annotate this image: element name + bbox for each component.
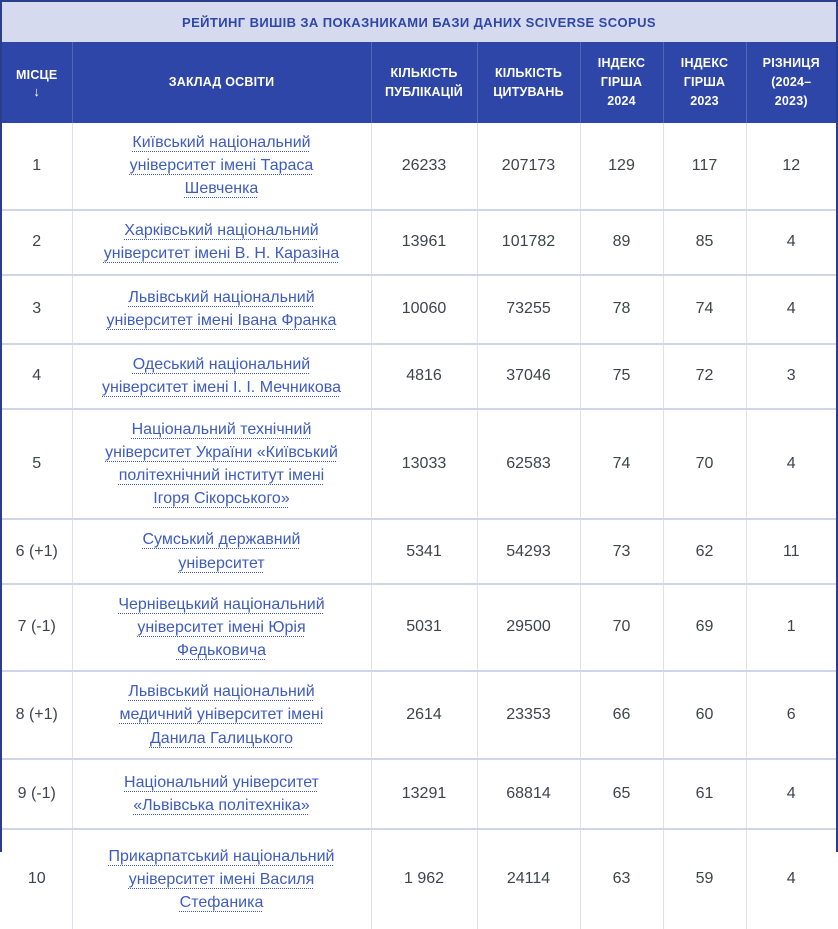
citations-cell: 24114	[477, 829, 580, 929]
publications-cell: 13033	[371, 409, 477, 520]
hindex-2024-cell: 129	[580, 123, 663, 210]
hindex-2024-cell: 75	[580, 344, 663, 409]
rank-cell: 10	[2, 829, 72, 929]
hindex-2024-cell: 73	[580, 519, 663, 583]
citations-cell: 73255	[477, 275, 580, 344]
publications-cell: 1 962	[371, 829, 477, 929]
table-row	[2, 829, 836, 929]
difference-cell: 4	[746, 210, 836, 275]
table-row	[2, 123, 836, 210]
institution-cell	[72, 344, 371, 409]
rank-cell: 2	[2, 210, 72, 275]
hindex-2023-cell: 60	[663, 671, 746, 759]
university-link[interactable]: Національний університет «Львівська політехніка»	[124, 773, 319, 814]
table-row	[2, 671, 836, 759]
difference-cell: 4	[746, 409, 836, 520]
rank-cell: 4	[2, 344, 72, 409]
hindex-2024-cell: 65	[580, 759, 663, 829]
hindex-2023-cell: 74	[663, 275, 746, 344]
table-row	[2, 584, 836, 672]
university-link[interactable]: Одеський національний університет імені І. І. Мечникова	[102, 355, 341, 397]
hindex-2024-cell: 66	[580, 671, 663, 759]
university-link[interactable]: Львівський національний університет імені Івана Франка	[106, 288, 337, 330]
rank-cell: 5	[2, 409, 72, 520]
citations-cell: 62583	[477, 409, 580, 520]
university-link[interactable]: Національний технічний університет України «Київський політехнічний інститут імені Ігоря Сікорського»	[105, 420, 338, 508]
table-row	[2, 210, 836, 275]
university-link[interactable]: Чернівецький національний університет імені Юрія Федьковича	[118, 595, 325, 660]
institution-cell	[72, 275, 371, 344]
institution-cell	[72, 409, 371, 520]
university-link[interactable]: Київський національний університет імені Тараса Шевченка	[129, 134, 314, 198]
hindex-2023-cell: 59	[663, 829, 746, 929]
rank-cell: 6 (+1)	[2, 519, 72, 583]
difference-cell: 6	[746, 671, 836, 759]
university-link[interactable]: Львівський національний медичний університет імені Данила Галицького	[119, 683, 324, 747]
institution-cell	[72, 829, 371, 929]
publications-cell: 5341	[371, 519, 477, 583]
hindex-2023-cell: 69	[663, 584, 746, 672]
difference-cell: 11	[746, 519, 836, 583]
hindex-2024-cell: 63	[580, 829, 663, 929]
hindex-2023-cell: 85	[663, 210, 746, 275]
rank-cell: 7 (-1)	[2, 584, 72, 672]
table-title: РЕЙТИНГ ВИШІВ ЗА ПОКАЗНИКАМИ БАЗИ ДАНИХ SCIVERSE SCOPUS	[2, 2, 836, 42]
publications-cell: 4816	[371, 344, 477, 409]
table-row	[2, 409, 836, 520]
hindex-2023-cell: 70	[663, 409, 746, 520]
citations-cell: 29500	[477, 584, 580, 672]
rank-cell: 8 (+1)	[2, 671, 72, 759]
university-link[interactable]: Харківський національний університет імені В. Н. Каразіна	[103, 221, 340, 263]
difference-cell: 12	[746, 123, 836, 210]
institution-cell	[72, 759, 371, 829]
university-link[interactable]: Прикарпатський національний університет імені Василя Стефаника	[108, 847, 335, 911]
publications-cell: 13961	[371, 210, 477, 275]
col-header-place-label: МІСЦЕ	[16, 67, 58, 82]
col-header-hindex-2024: ІНДЕКС ГІРША 2024	[580, 42, 663, 123]
sort-descending-icon: ↓	[33, 83, 41, 99]
institution-cell	[72, 210, 371, 275]
hindex-2024-cell: 74	[580, 409, 663, 520]
citations-cell: 207173	[477, 123, 580, 210]
hindex-2023-cell: 61	[663, 759, 746, 829]
difference-cell: 4	[746, 759, 836, 829]
ranking-table	[2, 42, 836, 929]
hindex-2024-cell: 78	[580, 275, 663, 344]
citations-cell: 101782	[477, 210, 580, 275]
citations-cell: 37046	[477, 344, 580, 409]
publications-cell: 10060	[371, 275, 477, 344]
col-header-publications: КІЛЬКІСТЬ ПУБЛІКАЦІЙ	[371, 42, 477, 123]
institution-cell	[72, 584, 371, 672]
university-link[interactable]: Сумський державний університет	[142, 531, 301, 572]
difference-cell: 3	[746, 344, 836, 409]
rank-cell: 9 (-1)	[2, 759, 72, 829]
col-header-institution: ЗАКЛАД ОСВІТИ	[72, 42, 371, 123]
rank-cell: 3	[2, 275, 72, 344]
institution-cell	[72, 123, 371, 210]
rank-cell: 1	[2, 123, 72, 210]
citations-cell: 54293	[477, 519, 580, 583]
header-row	[2, 42, 836, 123]
hindex-2023-cell: 117	[663, 123, 746, 210]
publications-cell: 26233	[371, 123, 477, 210]
institution-cell	[72, 671, 371, 759]
table-row	[2, 344, 836, 409]
table-row	[2, 519, 836, 583]
publications-cell: 13291	[371, 759, 477, 829]
difference-cell: 4	[746, 829, 836, 929]
table-row	[2, 275, 836, 344]
hindex-2023-cell: 72	[663, 344, 746, 409]
col-header-hindex-2023: ІНДЕКС ГІРША 2023	[663, 42, 746, 123]
publications-cell: 5031	[371, 584, 477, 672]
col-header-place[interactable]	[2, 42, 72, 123]
hindex-2024-cell: 70	[580, 584, 663, 672]
difference-cell: 4	[746, 275, 836, 344]
institution-cell	[72, 519, 371, 583]
citations-cell: 23353	[477, 671, 580, 759]
hindex-2024-cell: 89	[580, 210, 663, 275]
difference-cell: 1	[746, 584, 836, 672]
hindex-2023-cell: 62	[663, 519, 746, 583]
citations-cell: 68814	[477, 759, 580, 829]
table-row	[2, 759, 836, 829]
publications-cell: 2614	[371, 671, 477, 759]
col-header-difference: РІЗНИЦЯ (2024–2023)	[746, 42, 836, 123]
col-header-citations: КІЛЬКІСТЬ ЦИТУВАНЬ	[477, 42, 580, 123]
